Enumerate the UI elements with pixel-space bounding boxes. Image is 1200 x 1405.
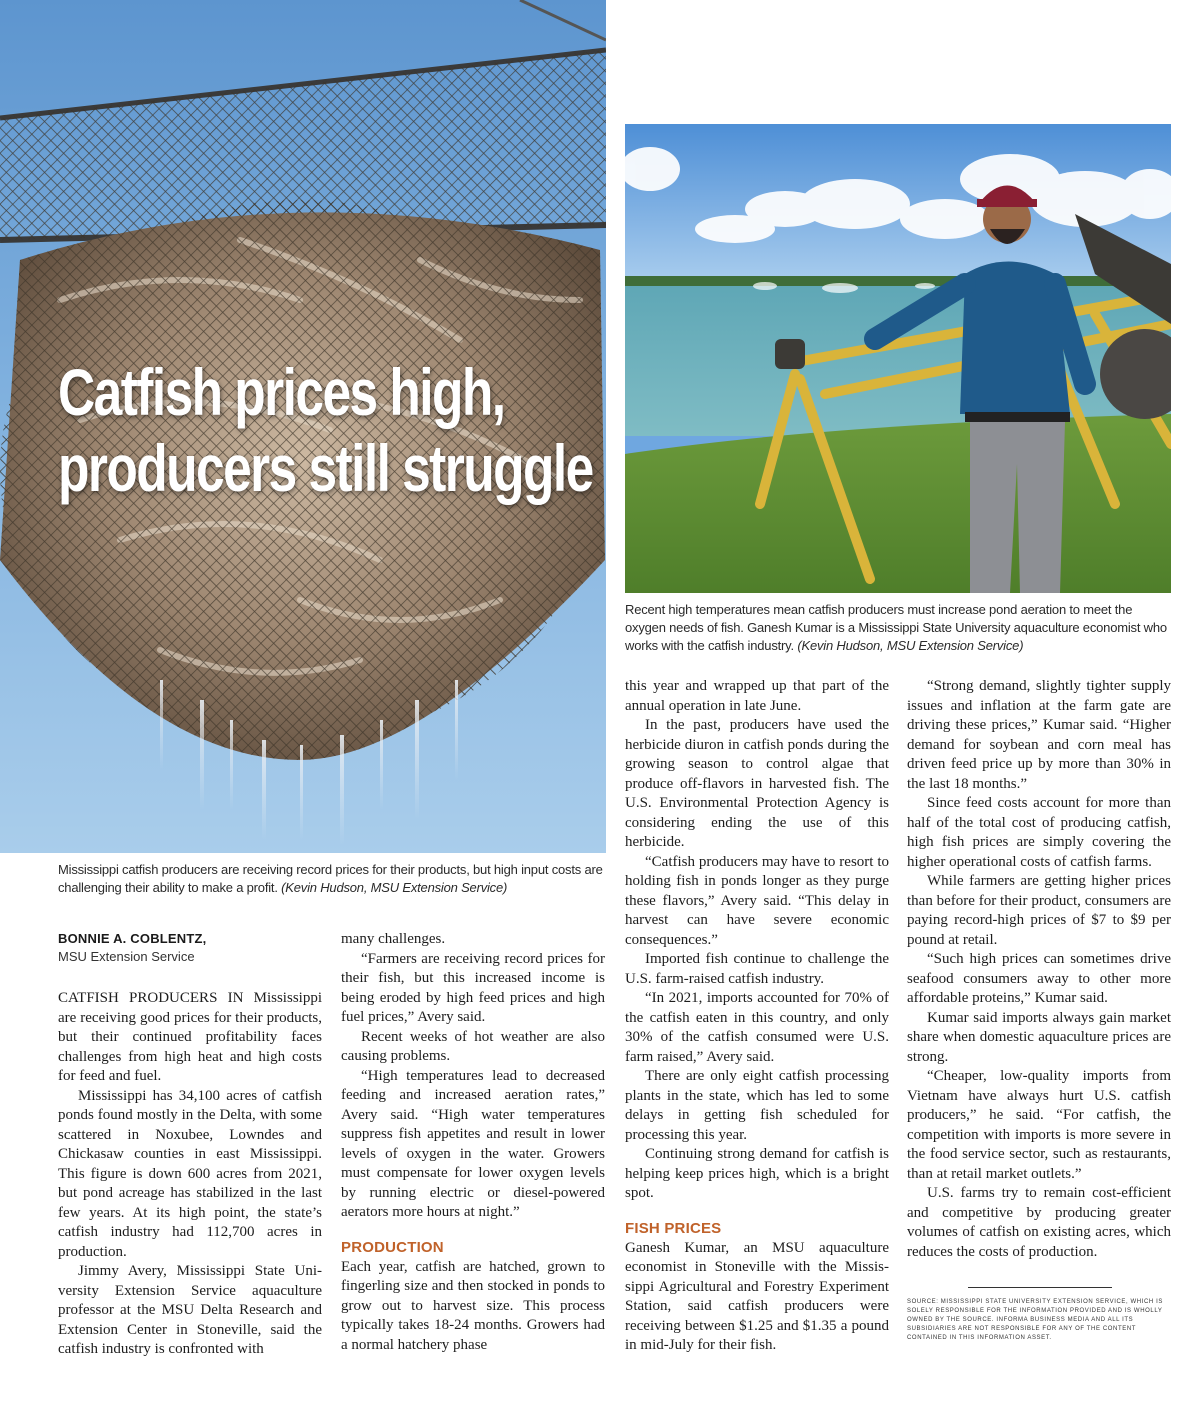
article-paragraph: CATFISH PRODUCERS IN Mississippi are receiving good prices for their products, but their continued profitability faces challenges from high heat and high costs for feed and fuel. bbox=[58, 990, 322, 1084]
article-paragraph-continued: this year and wrapped up that part of the annual operation in late June. bbox=[625, 678, 889, 714]
article-paragraph: “Strong demand, slightly tighter supply issues and inflation at the farm gate are driving these prices,” Kumar said. “Higher demand for soybean and corn meal has driven feed price up by more than 30% in the last 18 months.” bbox=[907, 678, 1171, 792]
author-org: MSU Extension Service bbox=[58, 949, 195, 964]
byline bbox=[58, 930, 328, 966]
article-paragraph: “Catfish producers may have to resort to holding fish in ponds longer as they purge these flavors,” Avery said. “This delay in harvest can have severe economic consequences.” bbox=[625, 853, 889, 948]
article-paragraph: Since feed costs account for more than half of the total cost of producing catfish, high fish prices are simply covering the higher operational costs of catfish farms. bbox=[907, 795, 1171, 870]
article-paragraph: U.S. farms try to remain cost-efficient and competitive by producing greater volumes of catfish on existing acres, which reduces the costs of production. bbox=[907, 1185, 1171, 1260]
article-column-1 bbox=[58, 989, 322, 1360]
article-column-2 bbox=[341, 930, 605, 1355]
article-paragraph: Each year, catfish are hatched, grown to fingerling size and then stocked in ponds to grow out to harvest size. This process typically takes 18-24 months. Growers had a normal hatchery phase bbox=[341, 1258, 605, 1353]
article-paragraph: There are only eight catfish processing plants in the state, which has led to some delays in getting fish scheduled for processing this year. bbox=[625, 1068, 889, 1143]
hero-caption-credit: (Kevin Hudson, MSU Extension Service) bbox=[281, 880, 508, 895]
article-paragraph: Jimmy Avery, Mississippi State University Extension Service aquaculture professor at the MSU Delta Research and Extension Center in Stoneville, said the catfish industry is confronted with bbox=[58, 1263, 322, 1357]
article-paragraph: While farmers are getting higher prices than before for their product, consumers are paying record-high prices of $7 to $9 per pound at retail. bbox=[907, 873, 1171, 948]
article-paragraph: Recent weeks of hot weather are also causing problems. bbox=[341, 1028, 605, 1064]
portrait-caption bbox=[625, 601, 1171, 655]
hero-caption bbox=[58, 861, 603, 897]
portrait-caption-credit: (Kevin Hudson, MSU Extension Service) bbox=[797, 638, 1024, 653]
article-column-4 bbox=[907, 677, 1171, 1262]
headline-line-1: Catfish prices high, bbox=[58, 355, 505, 429]
article-headline bbox=[58, 354, 593, 506]
article-paragraph: Mississippi has 34,100 acres of catfish ponds found mostly in the Delta, with some scattered in Noxubee, Lowndes and Chickasaw counties in east Mississippi. This figure is down 600 acres from 2021, but pond acreage has stabilized in the last few years. At its high point, the state’s catfish industry had 112,700 acres in production. bbox=[58, 1087, 322, 1260]
article-paragraph: “Such high prices can sometimes drive seafood consumers away to other more affordable proteins,” Kumar said. bbox=[907, 951, 1171, 1006]
source-note: SOURCE: MISSISSIPPI STATE UNIVERSITY EXTENSION SERVICE, WHICH IS SOLELY RESPONSIBLE FOR THE INFORMATION PROVIDED AND IS WHOLLY OWNED BY THE SOURCE. INFORMA BUSINESS MEDIA AND ALL ITS SUBSIDIARIES ARE NOT RESPONSIBLE FOR ANY OF THE CONTENT CONTAINED IN THIS INFORMATION ASSET. bbox=[907, 1299, 1163, 1341]
article-paragraph: In the past, producers have used the herbicide diuron in catfish ponds during the growing season to control algae that produce off-flavors in harvested fish. The U.S. Environmental Protection Agency is considering ending the use of this herbicide. bbox=[625, 717, 889, 850]
article-paragraph: “High temperatures lead to decreased feeding and increased aeration rates,” Avery said. “High water temperatures suppress fish appetites and result in lower levels of oxygen in the water. Growers must compensate for lower oxygen levels by running electric or diesel-powered aerators more hours at night.” bbox=[341, 1067, 605, 1220]
author-name: BONNIE A. COBLENTZ, bbox=[58, 931, 207, 946]
article-paragraph: “In 2021, imports accounted for 70% of the catfish eaten in this country, and only 30% of the catfish consumed were U.S. farm raised,” Avery said. bbox=[625, 990, 889, 1065]
article-paragraph: Kumar said imports always gain market share when domestic aquaculture prices are strong. bbox=[907, 1009, 1171, 1065]
hero-caption-text: Mississippi catfish producers are receiving record prices for their products, but high input costs are challenging their ability to make a profit. bbox=[58, 862, 603, 895]
article-paragraph: many challenges. bbox=[341, 931, 446, 947]
article-column-3 bbox=[625, 677, 889, 1356]
article-paragraph: Continuing strong demand for catfish is helping keep prices high, which is a bright spot. bbox=[625, 1146, 889, 1201]
headline-line-2: producers still struggle bbox=[58, 431, 593, 505]
article-paragraph: Ganesh Kumar, an MSU aquaculture economist in Stoneville with the Mississippi Agricultural and Forestry Experiment Station, said catfish producers were receiving between $1.25 and $1.35 a pound in mid-July for their fish. bbox=[625, 1239, 889, 1353]
article-paragraph: “Farmers are receiving record prices for their fish, but this increased income is being eroded by high feed prices and high fuel prices,” Avery said. bbox=[341, 950, 605, 1025]
hero-photo bbox=[0, 0, 606, 853]
article-paragraph: “Cheaper, low-quality imports from Vietnam have always hurt U.S. catfish producers,” he said. “For catfish, the competition with imports is more severe in the food service sector, such as restaurants, than at retail market outlets.” bbox=[907, 1068, 1171, 1182]
portrait-caption-text: Recent high temperatures mean catfish producers must increase pond aeration to meet the oxygen needs of fish. Ganesh Kumar is a Mississippi State University aquaculture economist who works with the catfish industry. bbox=[625, 602, 1167, 653]
end-rule bbox=[968, 1287, 1112, 1288]
article-paragraph: Imported fish continue to challenge the U.S. farm-raised catfish industry. bbox=[625, 951, 889, 987]
subhead-fish-prices: FISH PRICES bbox=[625, 1219, 722, 1237]
kumar-pond-illustration bbox=[625, 124, 1171, 593]
subhead-production: PRODUCTION bbox=[341, 1238, 444, 1256]
portrait-photo bbox=[625, 124, 1171, 593]
